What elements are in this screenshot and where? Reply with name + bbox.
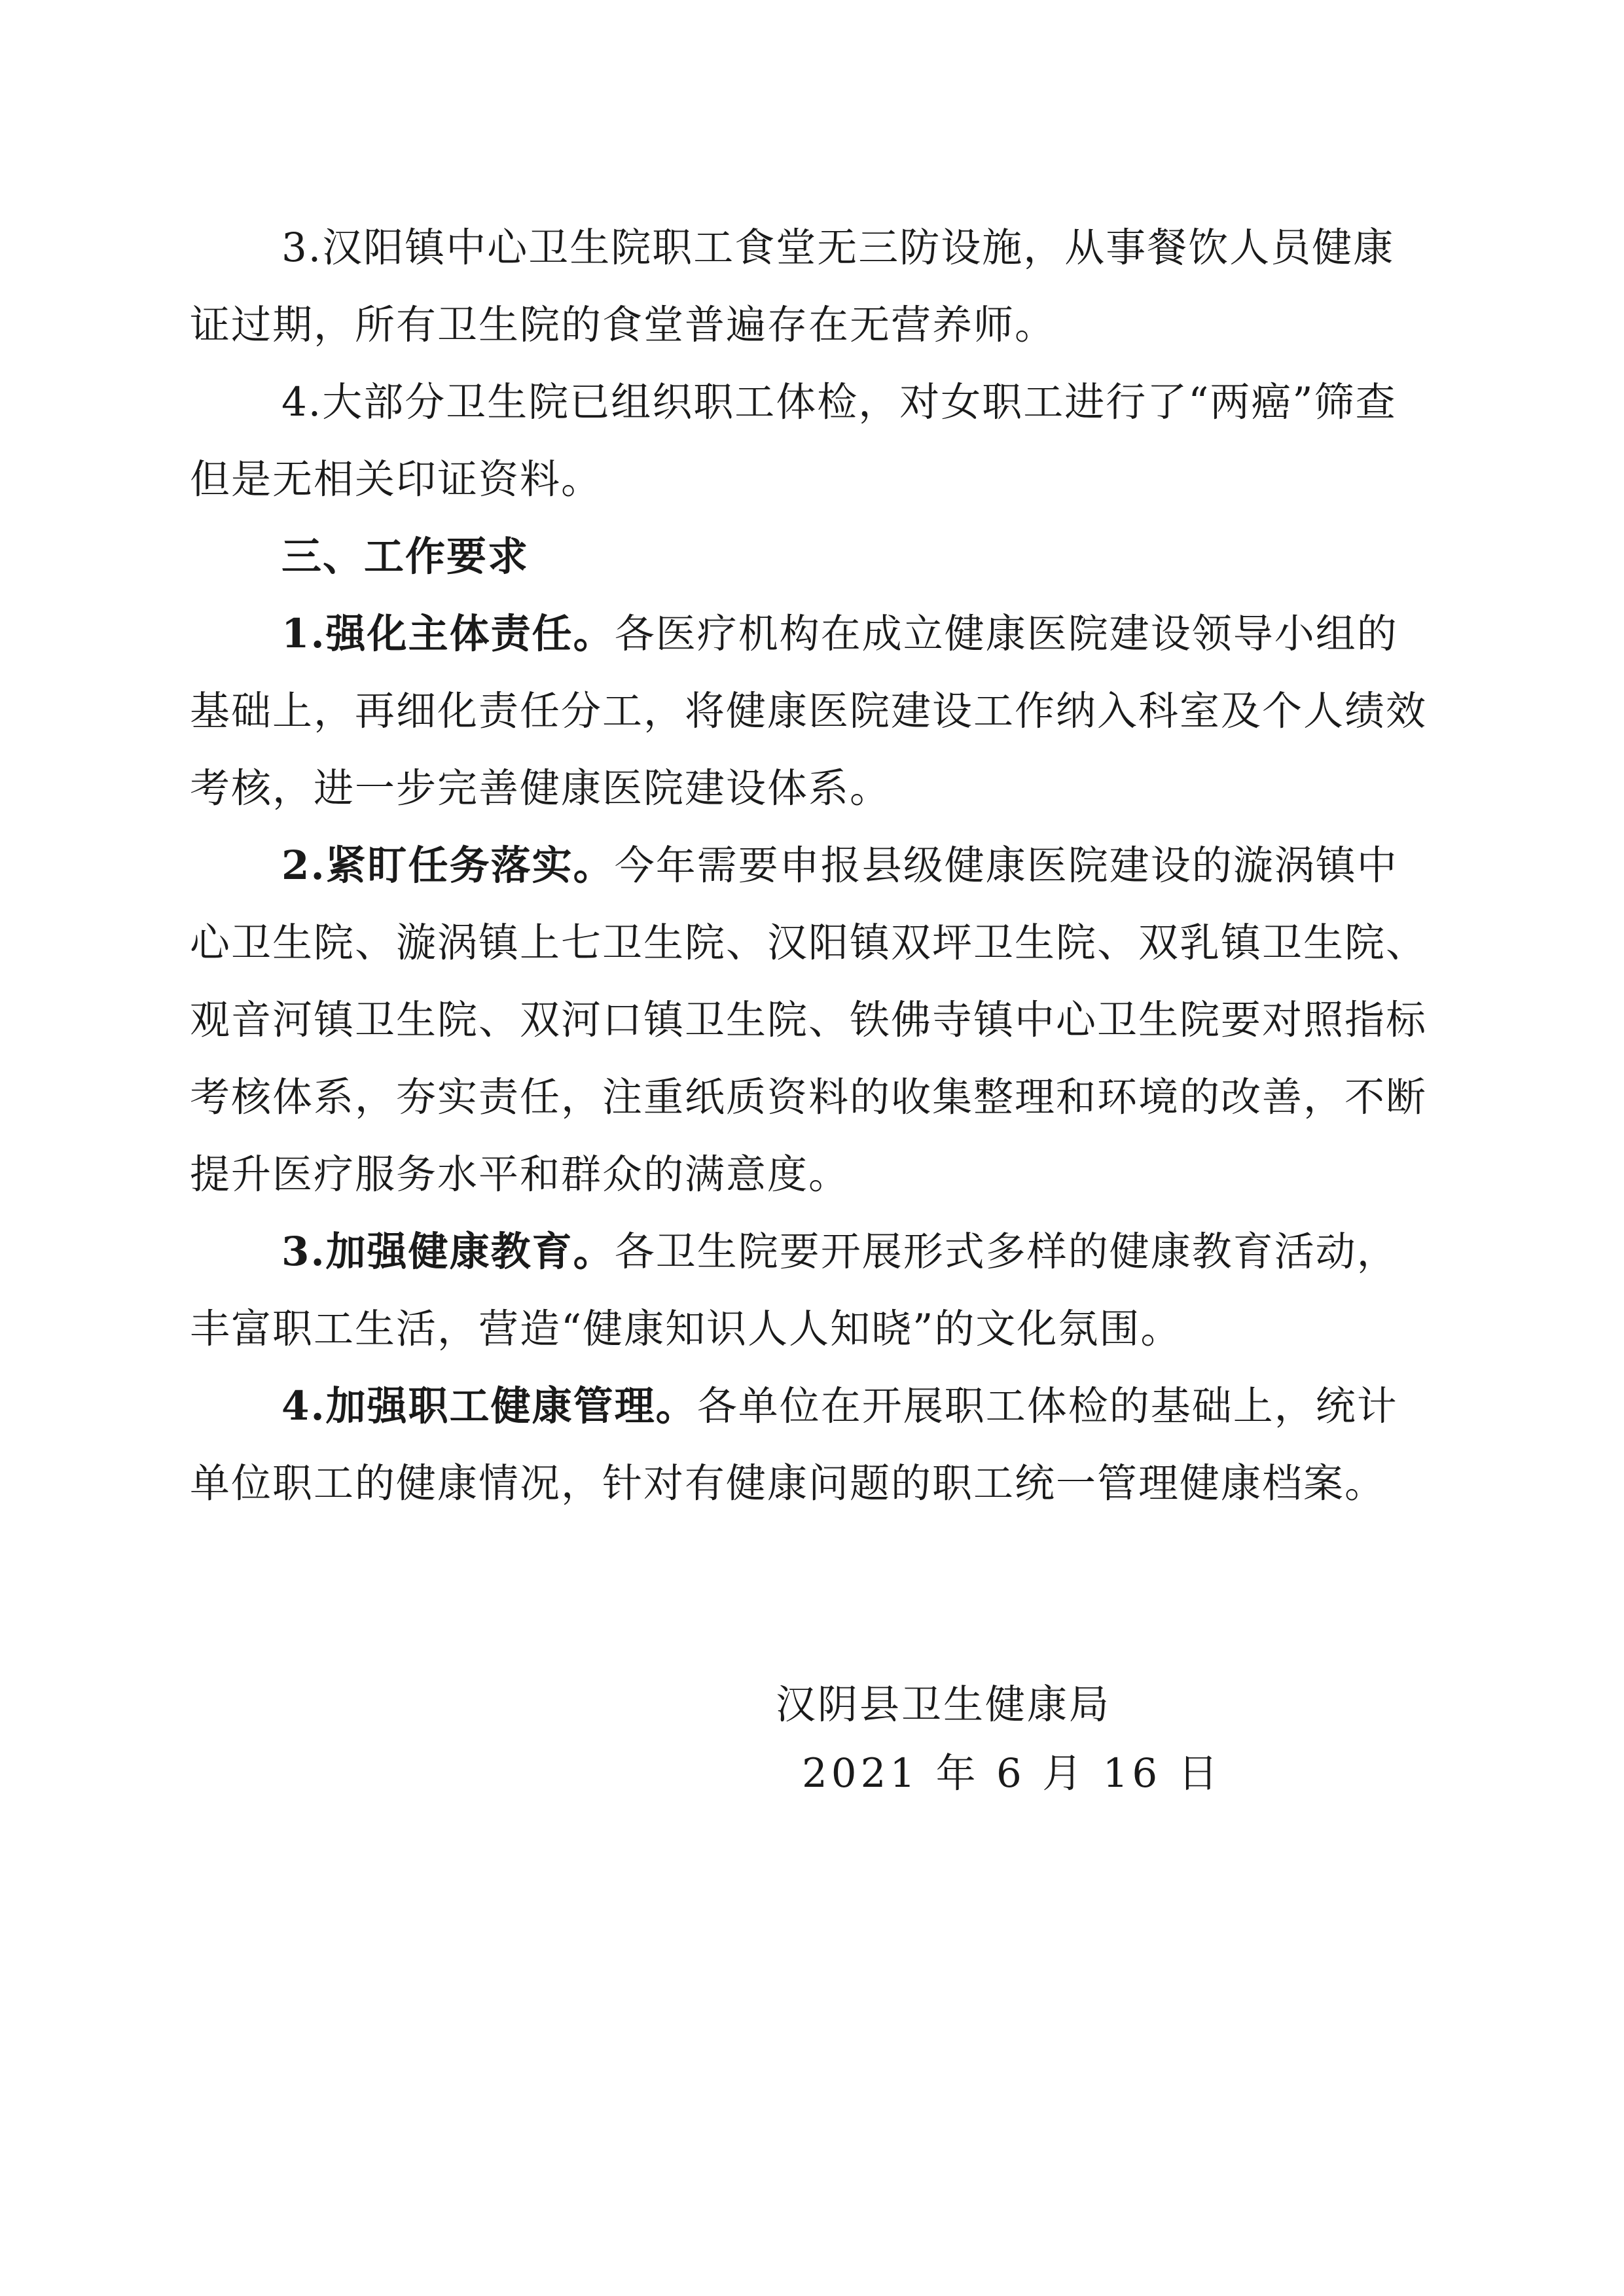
requirement-item-4 bbox=[190, 1368, 1434, 1522]
requirement-text: 各单位在开展职工体检的基础上，统计单位职工的健康情况，针对有健康问题的职工统一管理健康档案。 bbox=[190, 1383, 1398, 1507]
requirement-text: 各卫生院要开展形式多样的健康教育活动，丰富职工生活，营造“健康知识人人知晓”的文化氛围。 bbox=[190, 1229, 1398, 1352]
requirement-text: 今年需要申报县级健康医院建设的漩涡镇中心卫生院、漩涡镇上七卫生院、汉阳镇双坪卫生院、双乳镇卫生院、观音河镇卫生院、双河口镇卫生院、铁佛寺镇中心卫生院要对照指标考核体系，夯实责任，注重纸质资料的收集整理和环境的改善，不断提升医疗服务水平和群众的满意度。 bbox=[190, 842, 1428, 1198]
paragraph-text: 3.汉阳镇中心卫生院职工食堂无三防设施，从事餐饮人员健康证过期，所有卫生院的食堂普遍存在无营养师。 bbox=[190, 224, 1395, 348]
signature-organization: 汉阴县卫生健康局 bbox=[776, 1681, 1111, 1728]
requirement-text: 各医疗机构在成立健康医院建设领导小组的基础上，再细化责任分工，将健康医院建设工作纳入科室及个人绩效考核，进一步完善健康医院建设体系。 bbox=[190, 611, 1428, 812]
requirement-lead: 1.强化主体责任。 bbox=[281, 611, 615, 657]
requirement-item-2 bbox=[190, 827, 1434, 1213]
requirement-item-3 bbox=[190, 1213, 1434, 1368]
section-heading-text: 三、工作要求 bbox=[281, 533, 530, 580]
paragraph-item-3 bbox=[190, 209, 1434, 364]
requirement-lead: 3.加强健康教育。 bbox=[281, 1229, 615, 1275]
section-heading-work-requirements bbox=[190, 518, 1434, 596]
requirement-item-1 bbox=[190, 596, 1434, 827]
document-body bbox=[190, 209, 1434, 1522]
requirement-lead: 4.加强职工健康管理。 bbox=[281, 1383, 697, 1429]
signature-date: 2021 年 6 月 16 日 bbox=[802, 1750, 1222, 1797]
paragraph-item-4 bbox=[190, 364, 1434, 518]
paragraph-text: 4.大部分卫生院已组织职工体检，对女职工进行了“两癌”筛查但是无相关印证资料。 bbox=[190, 379, 1397, 503]
requirement-lead: 2.紧盯任务落实。 bbox=[281, 842, 615, 889]
